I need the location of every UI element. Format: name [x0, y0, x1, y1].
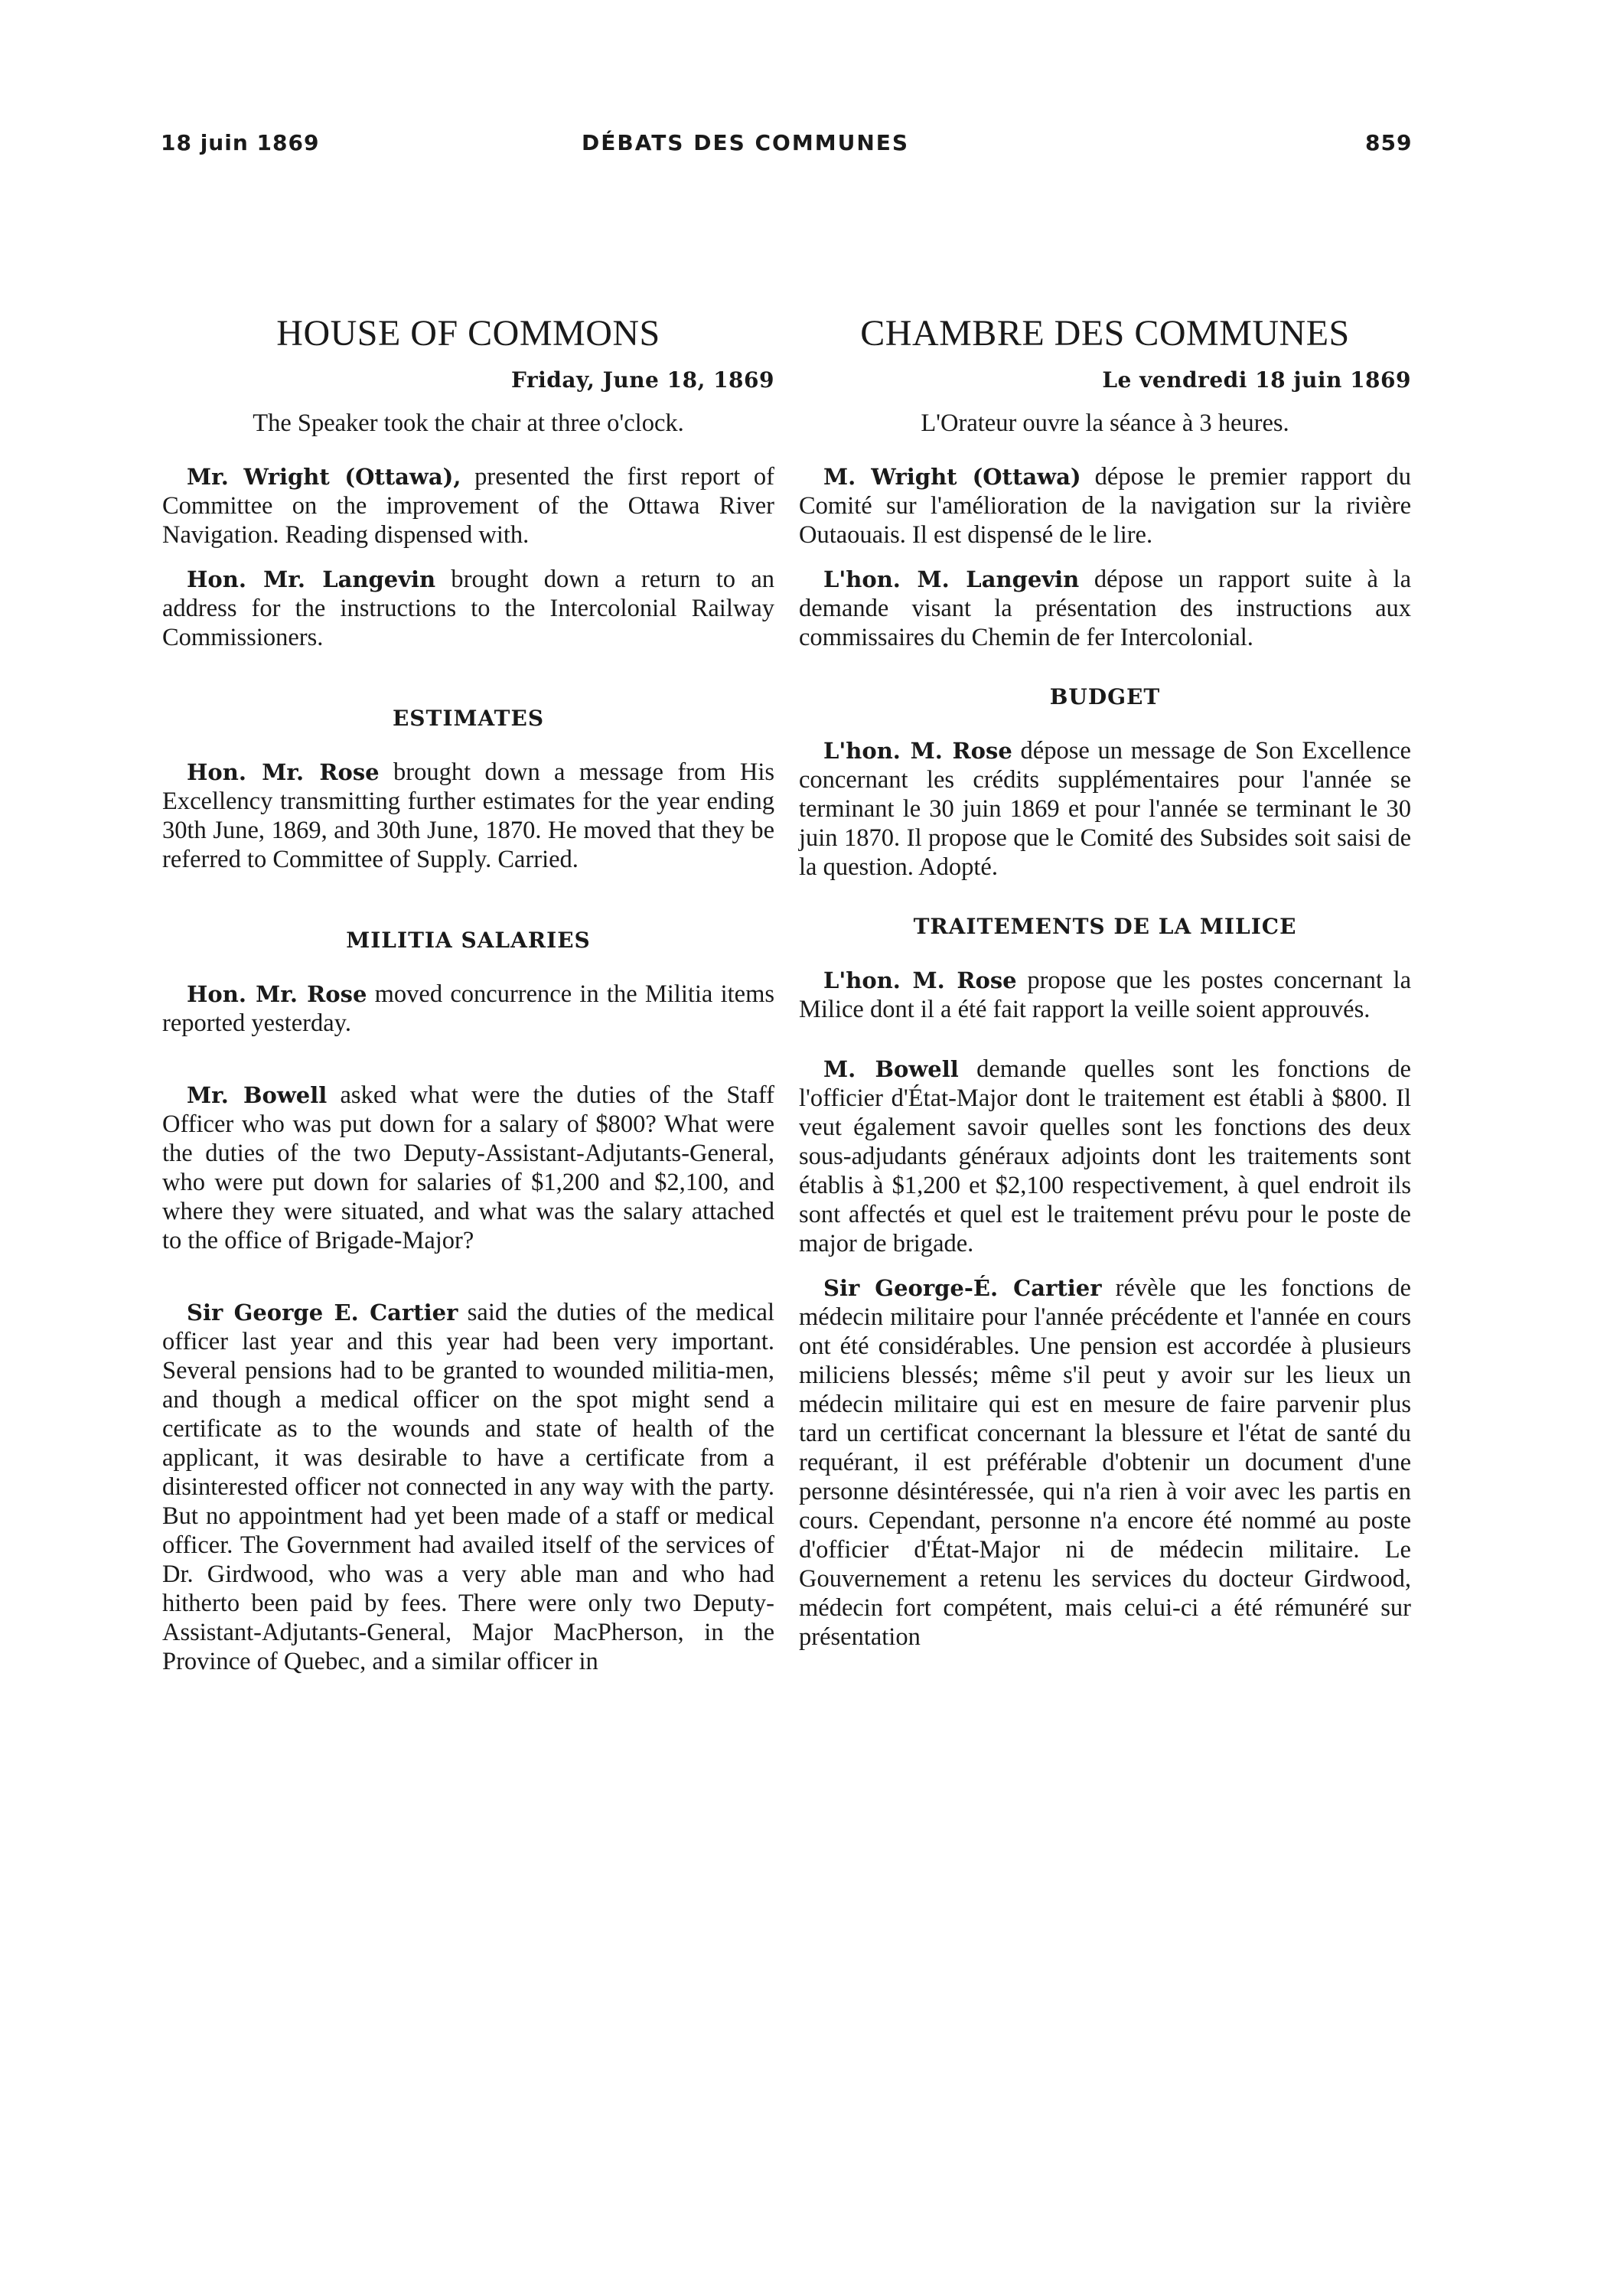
speaker-name: Hon. Mr. Langevin	[187, 566, 436, 592]
french-paragraph-cartier	[799, 1274, 1411, 1652]
english-heading-estimates: ESTIMATES	[392, 706, 545, 731]
paragraph-text: propose que les postes concernant la Milice dont il a été fait rapport la veille soient approuvés.	[799, 967, 1411, 1023]
paragraph-text: dépose un message de Son Excellence concernant les crédits supplémentaires pour l'année se terminant le 30 juin 1869 et pour l'année se terminant le 30 juin 1870. Il propose que le Comité des Subsides soit saisi de la question. Adopté.	[799, 737, 1411, 881]
french-heading-militia-salaries: TRAITEMENTS DE LA MILICE	[913, 914, 1297, 939]
french-paragraph-rose-concurrence	[799, 966, 1411, 1024]
french-heading-budget: BUDGET	[1049, 684, 1161, 709]
speaker-name: Hon. Mr. Rose	[187, 981, 367, 1007]
french-column	[799, 312, 1411, 1667]
paragraph-text: dépose un rapport suite à la demande visant la présentation des instructions aux commissaires du Chemin de fer Intercolonial.	[799, 566, 1412, 651]
english-paragraph-rose-estimates	[162, 758, 774, 874]
running-head-title: DÉBATS DES COMMUNES	[582, 130, 910, 155]
speaker-name: Sir George-É. Cartier	[823, 1275, 1102, 1301]
french-paragraph-bowell	[799, 1055, 1411, 1258]
running-head-date: 18 juin 1869	[161, 130, 320, 155]
paragraph-text: presented the first report of Committee on the improvement of the Ottawa River Navigation. Reading dispensed with.	[162, 463, 774, 549]
english-dateline: Friday, June 18, 1869	[511, 367, 774, 393]
french-opening-line: L'Orateur ouvre la séance à 3 heures.	[921, 409, 1289, 437]
paragraph-text: moved concurrence in the Militia items reported yesterday.	[162, 980, 774, 1037]
english-house-title: HOUSE OF COMMONS	[276, 313, 660, 354]
speaker-name: L'hon. M. Langevin	[823, 566, 1080, 592]
paragraph-text: révèle que les fonctions de médecin militaire pour l'année précédente et l'année en cours ont été considérables. Une pension est accordée à plusieurs miliciens blessés; même s'il peut y avoir sur les lieux un médecin militaire qui est en mesure de faire parvenir plus tard un certificat concernant la blessure et l'état de santé du requérant, il est préférable d'obtenir un document d'une personne désintéressée, qui n'a rien à voir avec les partis en cours. Cependant, personne n'a encore été nommé au poste d'officier d'État-Major ni de médecin militaire. Le Gouvernement a retenu les services du docteur Girdwood, médecin fort compétent, mais celui-ci a été rémunéré sur présentation	[799, 1274, 1411, 1651]
english-paragraph-rose-concurrence	[162, 980, 774, 1038]
page-number: 859	[1365, 130, 1413, 155]
paragraph-text: demande quelles sont les fonctions de l'officier d'État-Major dont le traitement est établi à $800. Il veut également savoir quelles sont les fonctions des deux sous-adjudants généraux adjoints dont les traitements sont établis à $1,200 et $2,100 respectivement, à quel endroit ils sont affectés et quel est le traitement prévu pour le poste de major de brigade.	[799, 1055, 1411, 1257]
english-paragraph-langevin	[162, 565, 774, 652]
speaker-name: L'hon. M. Rose	[823, 738, 1012, 764]
paragraph-text: said the duties of the medical officer last year and this year had been very important. Several pensions had to be granted to wounded militia-men, and though a medical officer on the spot might send a certificate as to the wounds and state of health of the applicant, it was desirable to have a certificate from a disinterested officer not connected in any way with the party. But no appointment had yet been made of a staff or medical officer. The Government had availed itself of the services of Dr. Girdwood, who was a very able man and who had hitherto been paid by fees. There were only two Deputy-Assistant-Adjutants-General, Major MacPherson, in the Province of Quebec, and a similar officer in	[162, 1299, 774, 1675]
speaker-name: M. Bowell	[823, 1056, 959, 1082]
speaker-name: Mr. Wright (Ottawa),	[187, 464, 461, 490]
speaker-name: M. Wright (Ottawa)	[823, 464, 1081, 490]
french-dateline: Le vendredi 18 juin 1869	[1102, 367, 1411, 393]
speaker-name: Sir George E. Cartier	[187, 1300, 458, 1326]
french-paragraph-wright	[799, 462, 1411, 550]
paragraph-text: dépose le premier rapport du Comité sur l'amélioration de la navigation sur la rivière Outaouais. Il est dispensé de le lire.	[799, 463, 1412, 549]
running-head	[0, 0, 1607, 168]
speaker-name: Hon. Mr. Rose	[187, 759, 380, 785]
english-column	[162, 312, 774, 1691]
speaker-name: L'hon. M. Rose	[823, 967, 1017, 993]
english-paragraph-wright	[162, 462, 774, 550]
paragraph-text: asked what were the duties of the Staff Officer who was put down for a salary of $800? What were the duties of the two Deputy-Assistant-Adjutants-General, who were put down for salaries of $1,200 and $2,100, and where they were situated, and what was the salary attached to the office of Brigade-Major?	[162, 1081, 774, 1254]
paragraph-text: brought down a message from His Excellency transmitting further estimates for the year ending 30th June, 1869, and 30th June, 1870. He moved that they be referred to Committee of Supply. Carried.	[162, 758, 775, 873]
english-paragraph-cartier	[162, 1298, 774, 1676]
speaker-name: Mr. Bowell	[187, 1082, 328, 1108]
english-opening-line: The Speaker took the chair at three o'clock.	[253, 409, 684, 437]
paragraph-text: brought down a return to an address for the instructions to the Intercolonial Railway Commissioners.	[162, 566, 774, 651]
french-paragraph-rose-budget	[799, 736, 1411, 882]
french-house-title: CHAMBRE DES COMMUNES	[860, 313, 1350, 354]
english-paragraph-bowell	[162, 1081, 774, 1255]
french-paragraph-langevin	[799, 565, 1411, 652]
english-heading-militia-salaries: MILITIA SALARIES	[346, 928, 591, 953]
